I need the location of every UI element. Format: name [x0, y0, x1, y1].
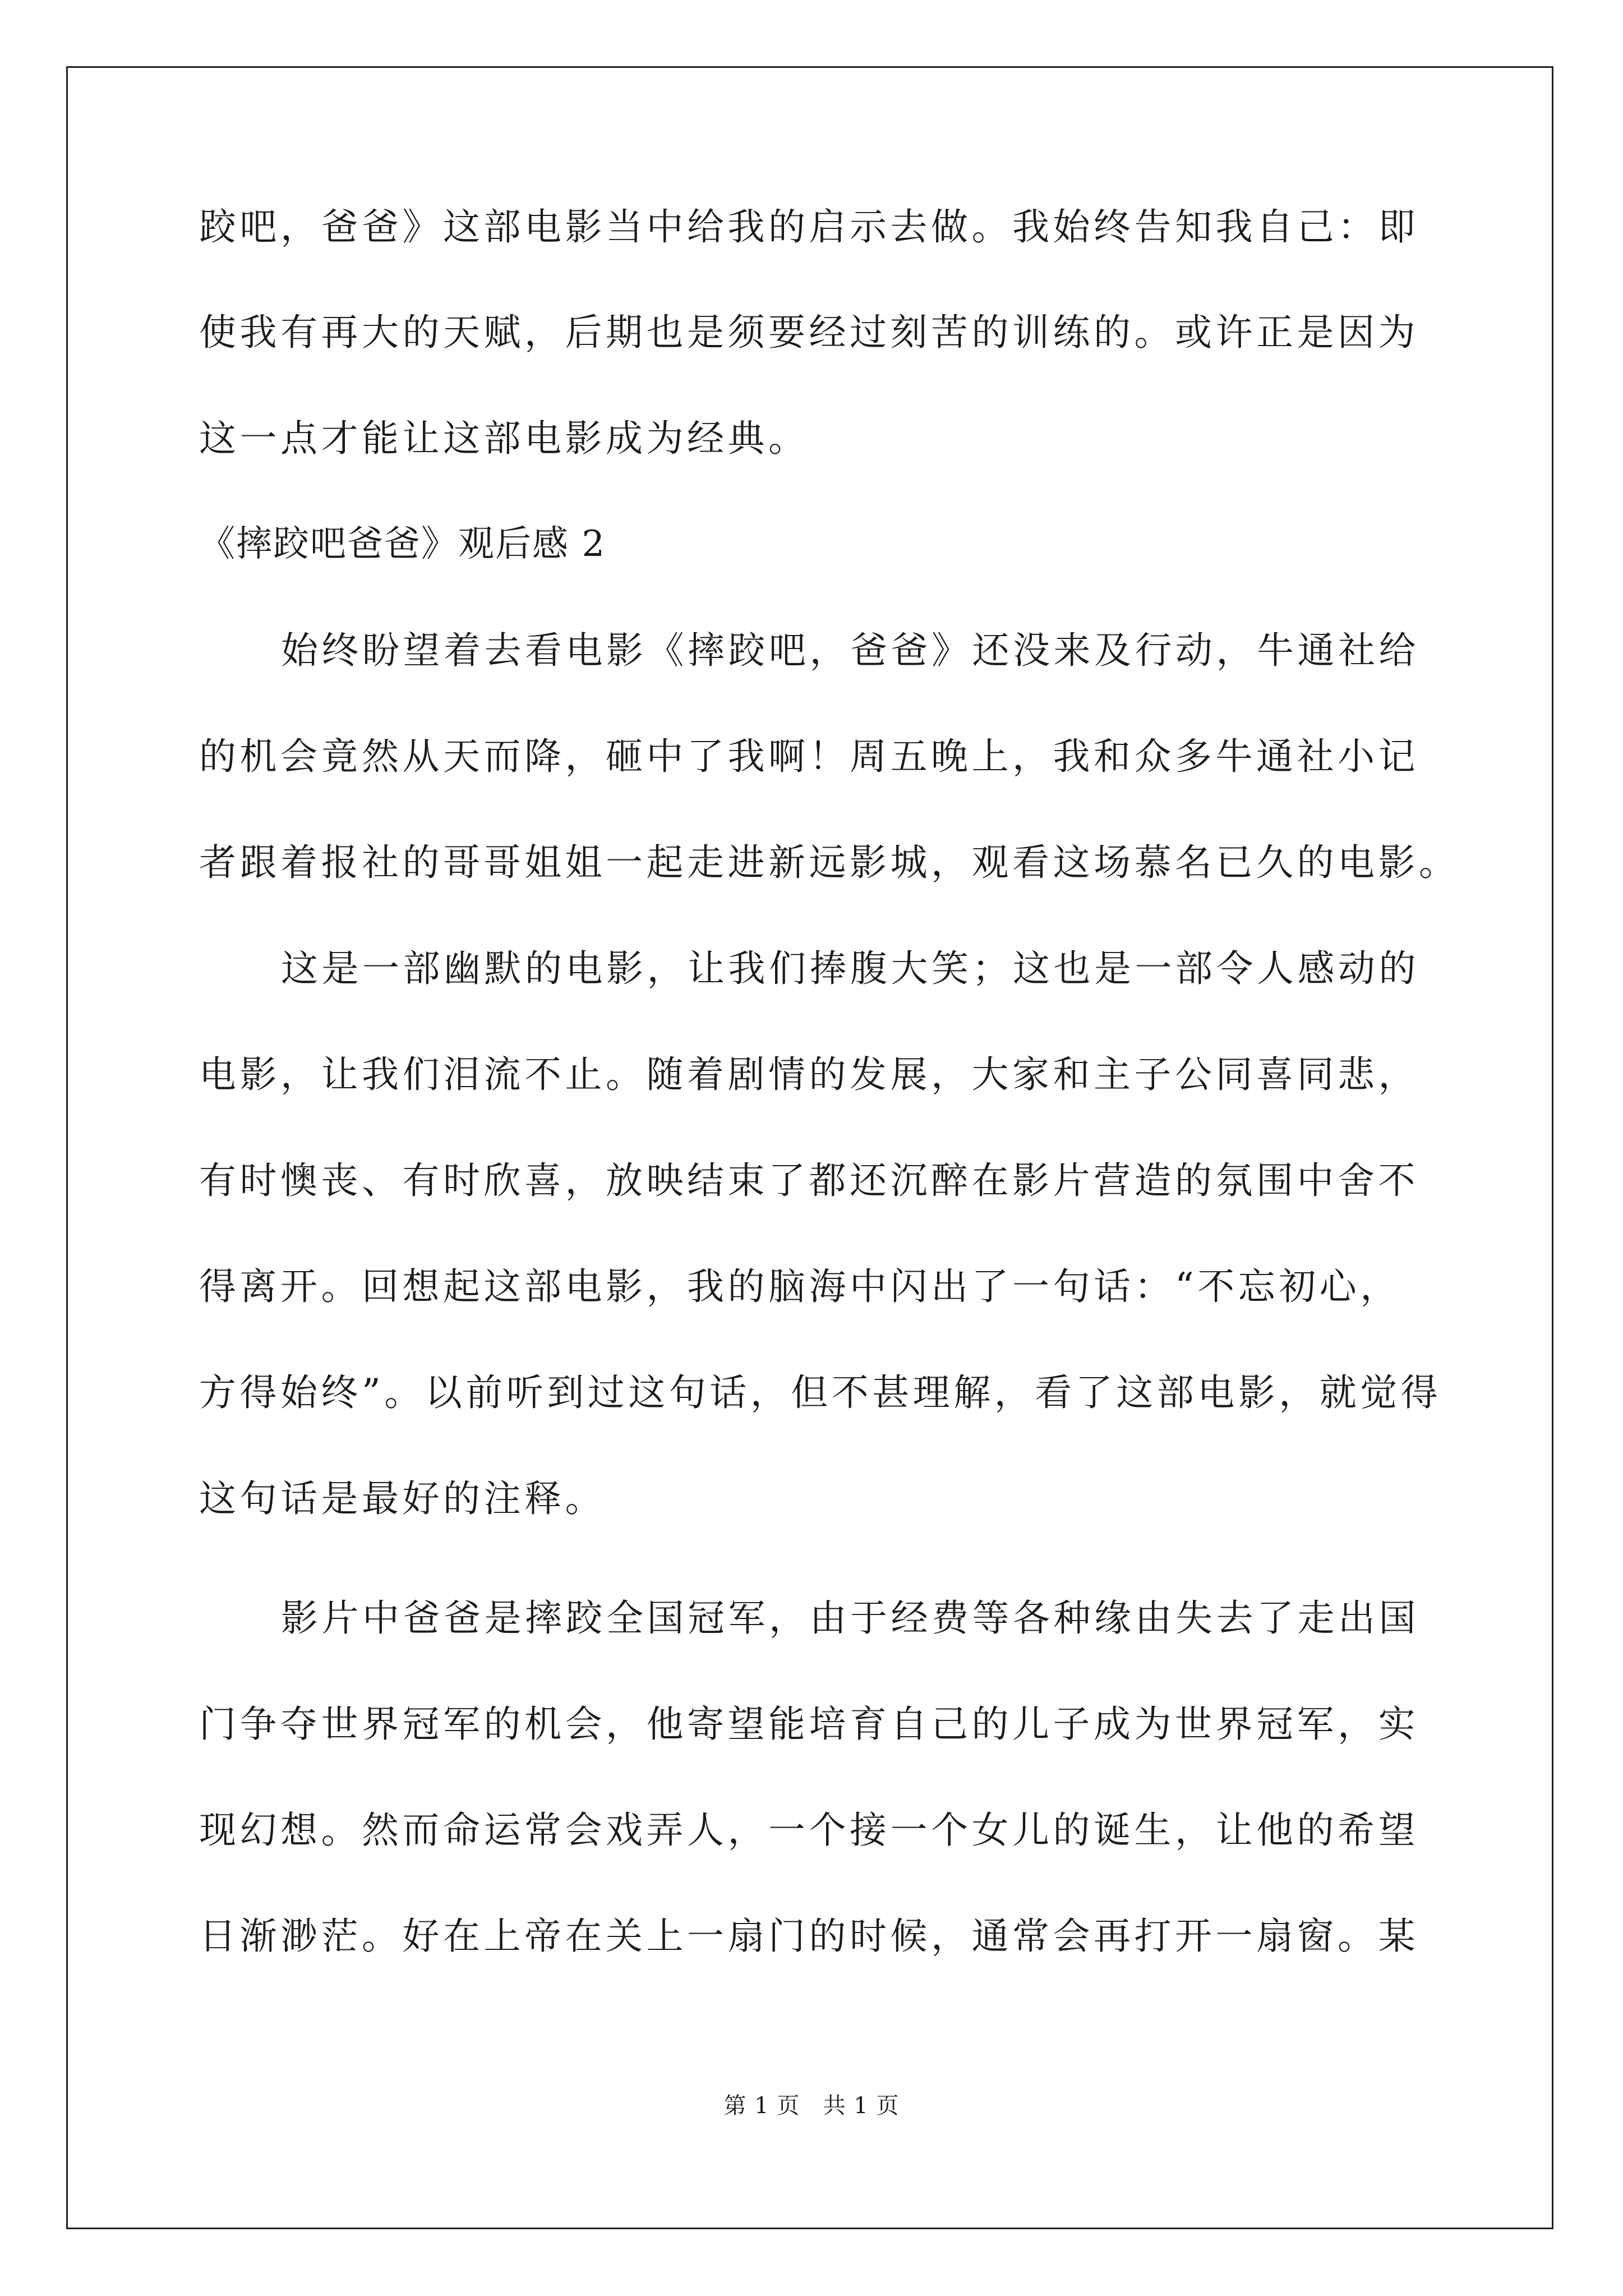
page-footer: 第 1 页 共 1 页: [723, 2093, 900, 2119]
body-line: 影片中爸爸是摔跤全国冠军，由于经费等各种缘由失去了走出国: [281, 1596, 1419, 1640]
body-line: 这是一部幽默的电影，让我们捧腹大笑；这也是一部令人感动的: [281, 947, 1419, 990]
body-line: 电影，让我们泪流不止。随着剧情的发展，大家和主子公同喜同悲，: [199, 1053, 1419, 1096]
section-heading: 《摔跤吧爸爸》观后感 2: [199, 523, 606, 565]
body-line: 使我有再大的天赋，后期也是须要经过刻苦的训练的。或许正是因为: [199, 311, 1419, 354]
body-line: 方得始终”。以前听到过这句话，但不甚理解，看了这部电影，就觉得: [199, 1371, 1442, 1414]
body-line: 得离开。回想起这部电影，我的脑海中闪出了一句话：“不忘初心，: [199, 1265, 1401, 1308]
body-line: 日渐渺茫。好在上帝在关上一扇门的时候，通常会再打开一扇窗。某: [199, 1915, 1419, 1958]
body-line: 有时懊丧、有时欣喜，放映结束了都还沉醉在影片营造的氛围中舍不: [199, 1159, 1419, 1202]
body-line: 跤吧，爸爸》这部电影当中给我的启示去做。我始终告知我自己：即: [199, 205, 1419, 249]
body-line: 这句话是最好的注释。: [199, 1477, 606, 1520]
body-line: 现幻想。然而命运常会戏弄人，一个接一个女儿的诞生，让他的希望: [199, 1809, 1419, 1852]
body-line: 这一点才能让这部电影成为经典。: [199, 417, 809, 460]
body-line: 者跟着报社的哥哥姐姐一起走进新远影城，观看这场慕名已久的电影。: [199, 841, 1460, 884]
body-line: 门争夺世界冠军的机会，他寄望能培育自己的儿子成为世界冠军，实: [199, 1703, 1419, 1746]
document-body: [199, 205, 1460, 2024]
body-line: 始终盼望着去看电影《摔跤吧，爸爸》还没来及行动，牛通社给: [281, 629, 1419, 672]
body-line: 的机会竟然从天而降，砸中了我啊！周五晚上，我和众多牛通社小记: [199, 735, 1419, 778]
